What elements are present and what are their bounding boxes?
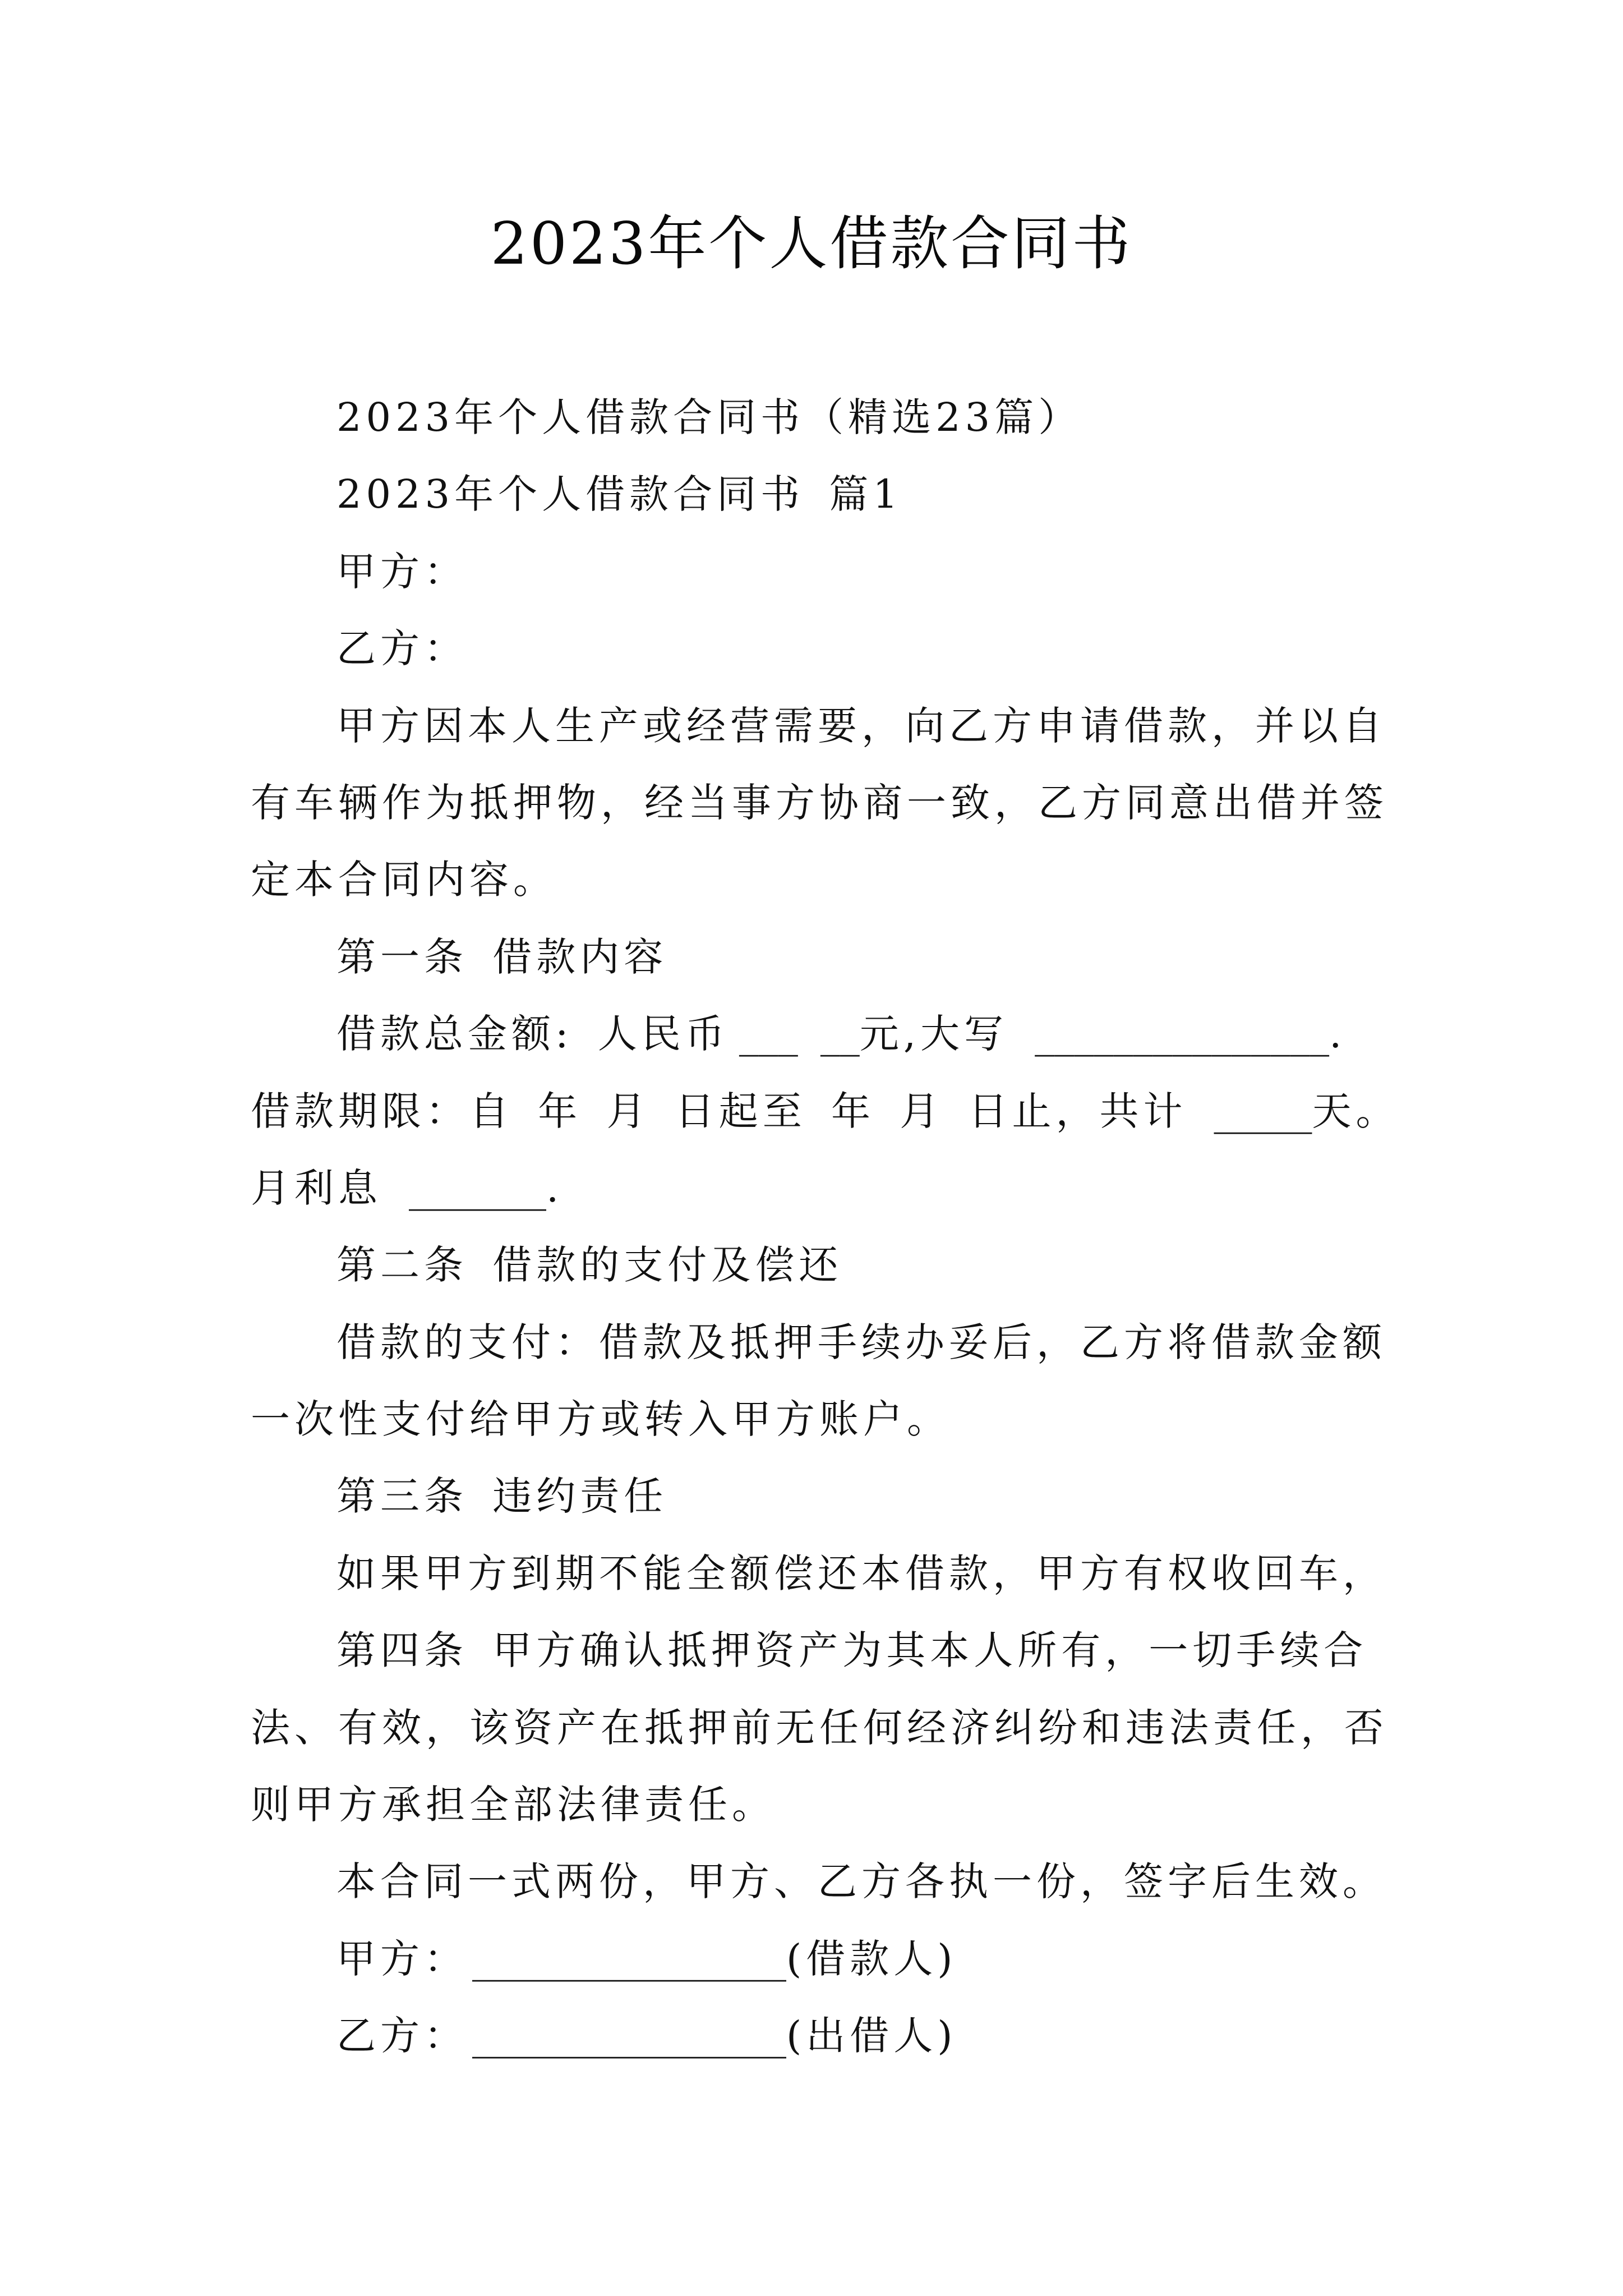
article3-heading-line (251, 1458, 1484, 1535)
subtitle: 2023年个人借款合同书（精选23篇） (336, 394, 1082, 440)
article2-line-2 (251, 1381, 1484, 1458)
intro-text: 有车辆作为抵押物，经当事方协商一致，乙方同意出借并签 (251, 779, 1388, 826)
article2-text: 借款的支付：借款及抵押手续办妥后，乙方将借款金额 (336, 1319, 1386, 1365)
party-b-line (251, 610, 1484, 687)
document-title: 2023年个人借款合同书 (490, 209, 1133, 278)
intro-text: 甲方因本人生产或经营需要，向乙方申请借款，并以自 (336, 702, 1386, 749)
loan-amount-blank-1: ___ (739, 1011, 798, 1057)
party-b-label: 乙方： (336, 625, 468, 672)
article3-text: 如果甲方到期不能全额偿还本借款，甲方有权收回车， (336, 1550, 1386, 1596)
loan-amount-line (251, 996, 1484, 1073)
article4-line-2 (251, 1690, 1484, 1766)
signature-a-label: 甲方： (336, 1935, 468, 1982)
closing-line (251, 1843, 1484, 1920)
intro-text: 定本合同内容。 (251, 857, 557, 903)
signature-a-role: (借款人) (786, 1935, 957, 1982)
article2-line-1 (251, 1304, 1484, 1381)
document-body (251, 379, 1484, 2075)
intro-line-1 (251, 688, 1484, 765)
party-a-line (251, 533, 1484, 610)
closing-text: 本合同一式两份，甲方、乙方各执一份，签字后生效。 (336, 1858, 1386, 1905)
article4-line-3 (251, 1766, 1484, 1843)
article3-line-1 (251, 1535, 1484, 1612)
loan-term-days-blank: _____ (1214, 1088, 1312, 1134)
intro-line-3 (251, 841, 1484, 918)
article4-text: 法、有效，该资产在抵押前无任何经济纠纷和违法责任，否 (251, 1704, 1388, 1751)
article1-heading-line (251, 919, 1484, 996)
loan-term-unit: 天。 (1312, 1088, 1400, 1134)
signature-b-blank: ________________ (472, 2013, 786, 2059)
party-a-label: 甲方： (336, 548, 468, 595)
article4-text: 第四条 甲方确认抵押资产为其本人所有，一切手续合 (336, 1627, 1368, 1674)
interest-blank: _______ (409, 1165, 546, 1211)
article3-heading: 第三条 违约责任 (336, 1473, 668, 1520)
interest-line (251, 1150, 1484, 1227)
loan-amount-blank-2: __ (820, 1011, 860, 1057)
signature-a-line (251, 1921, 1484, 1998)
subtitle-line (251, 379, 1484, 456)
article2-heading-line (251, 1227, 1484, 1304)
loan-term-line (251, 1073, 1484, 1150)
intro-line-2 (251, 765, 1484, 841)
loan-amount-end: . (1329, 1011, 1347, 1057)
loan-amount-unit: 元,大写 (859, 1011, 1008, 1057)
loan-amount-words-blank: _______________ (1035, 1011, 1330, 1057)
interest-label: 月利息 (251, 1165, 382, 1211)
signature-a-blank: ________________ (472, 1935, 786, 1982)
loan-term-text: 借款期限：自 年 月 日起至 年 月 日止，共计 (251, 1088, 1187, 1134)
article2-heading: 第二条 借款的支付及偿还 (336, 1242, 843, 1289)
signature-b-role: (出借人) (786, 2013, 957, 2059)
interest-end: . (546, 1165, 564, 1211)
article-heading: 2023年个人借款合同书 篇1 (336, 471, 902, 518)
loan-amount-label: 借款总金额: 人民币 (336, 1011, 729, 1057)
article2-text: 一次性支付给甲方或转入甲方账户。 (251, 1396, 951, 1443)
signature-b-label: 乙方： (336, 2013, 468, 2059)
signature-b-line (251, 1998, 1484, 2074)
article-heading-line (251, 456, 1484, 533)
article1-heading: 第一条 借款内容 (336, 933, 668, 980)
article4-text: 则甲方承担全部法律责任。 (251, 1782, 776, 1828)
article4-line-1 (251, 1612, 1484, 1689)
